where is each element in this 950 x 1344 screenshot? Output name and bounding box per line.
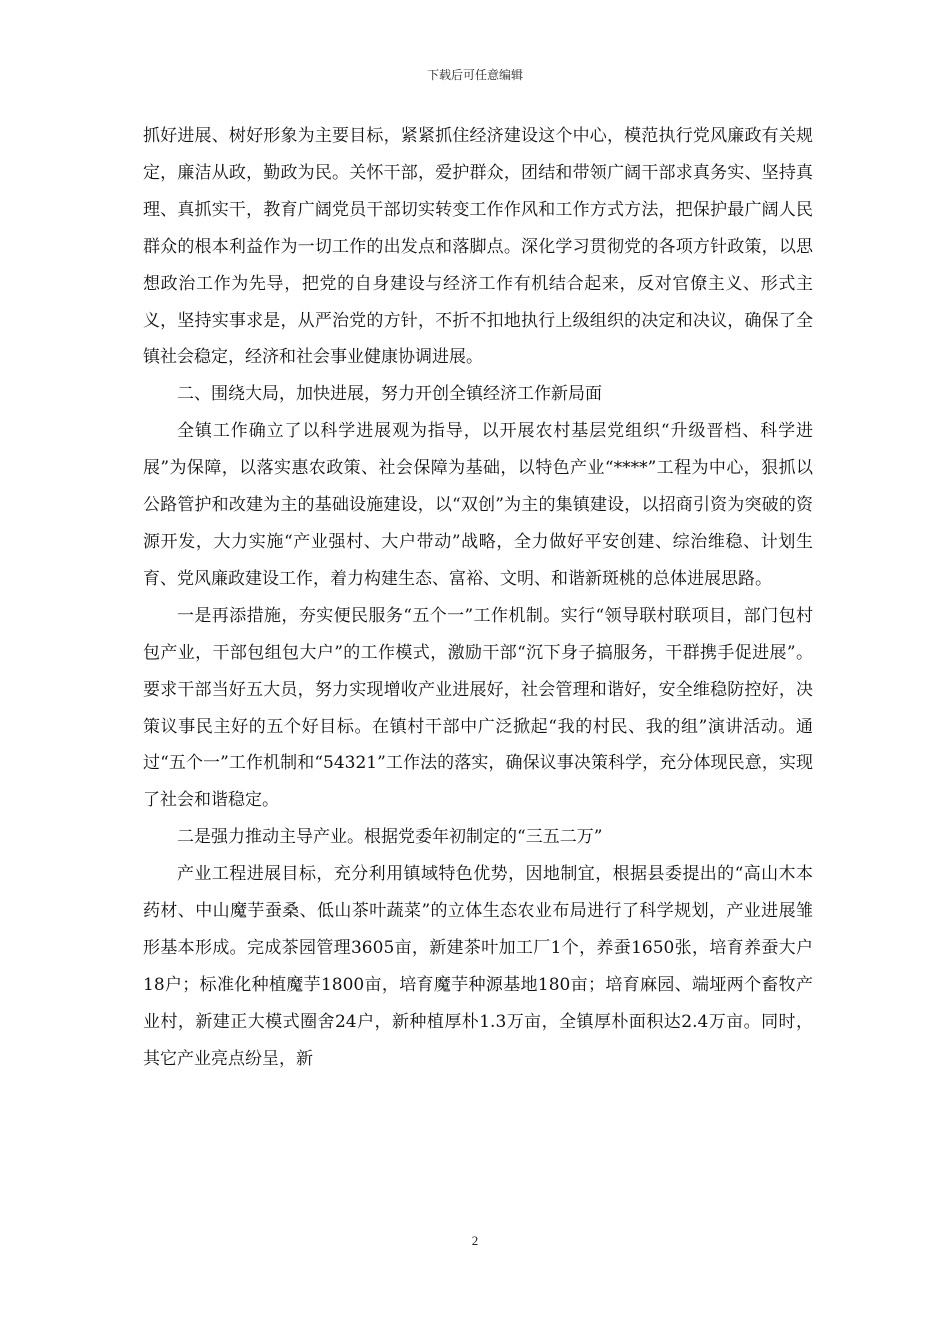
paragraph: 全镇工作确立了以科学进展观为指导，以开展农村基层党组织“升级晋档、科学进展”为保障，以落实惠农政策、社会保障为基础，以特色产业“****”工程为中心，狠抓以公路管护和改建为主的基础设施建设，以“双创”为主的集镇建设，以招商引资为突破的资源开发，大力实施“产业强村、大户带动”战略，全力做好平安创建、综治维稳、计划生育、党风廉政建设工作，着力构建生态、富裕、文明、和谐新斑桃的总体进展思路。 — [143, 421, 813, 589]
paragraph: 二是强力推动主导产业。根据党委年初制定的“三五二万” — [177, 827, 603, 848]
document-body — [143, 118, 813, 1078]
paragraph: 一是再添措施，夯实便民服务“五个一”工作机制。实行“领导联村联项目，部门包村包产业，干部包组包大户”的工作模式，激励干部“沉下身子搞服务，干群携手促进展”。要求干部当好五大员，努力实现增收产业进展好，社会管理和谐好，安全维稳防控好，决策议事民主好的五个好目标。在镇村干部中广泛掀起“我的村民、我的组”演讲活动。通过“五个一”工作机制和“54321”工作法的落实，确保议事决策科学，充分体现民意，实现了社会和谐稳定。 — [143, 605, 813, 811]
section-heading: 二、围绕大局，加快进展，努力开创全镇经济工作新局面 — [177, 384, 602, 405]
page-number: 2 — [471, 1233, 479, 1248]
paragraph: 产业工程进展目标，充分利用镇域特色优势，因地制宜，根据县委提出的“高山木本药材、中山魔芋蚕桑、低山茶叶蔬菜”的立体生态农业布局进行了科学规划，产业进展雏形基本形成。完成茶园管理3605亩，新建茶叶加工厂1个，养蚕1650张，培育养蚕大户18户；标准化种植魔芋1800亩，培育魔芋种源基地180亩；培育麻园、端垭两个畜牧产业村，新建正大模式圈舍24户，新种植厚朴1.3万亩，全镇厚朴面积达2.4万亩。同时，其它产业亮点纷呈，新 — [143, 864, 813, 1069]
paragraph: 抓好进展、树好形象为主要目标，紧紧抓住经济建设这个中心，模范执行党风廉政有关规定，廉洁从政，勤政为民。关怀干部，爱护群众，团结和带领广阔干部求真务实、坚持真理、真抓实干，教育广阔党员干部切实转变工作作风和工作方式方法，把保护最广阔人民群众的根本利益作为一切工作的出发点和落脚点。深化学习贯彻党的各项方针政策，以思想政治工作为先导，把党的自身建设与经济工作有机结合起来，反对官僚主义、形式主义，坚持实事求是，从严治党的方针，不折不扣地执行上级组织的决定和决议，确保了全镇社会稳定，经济和社会事业健康协调进展。 — [143, 126, 813, 368]
page-header: 下载后可任意编辑 — [426, 68, 523, 82]
